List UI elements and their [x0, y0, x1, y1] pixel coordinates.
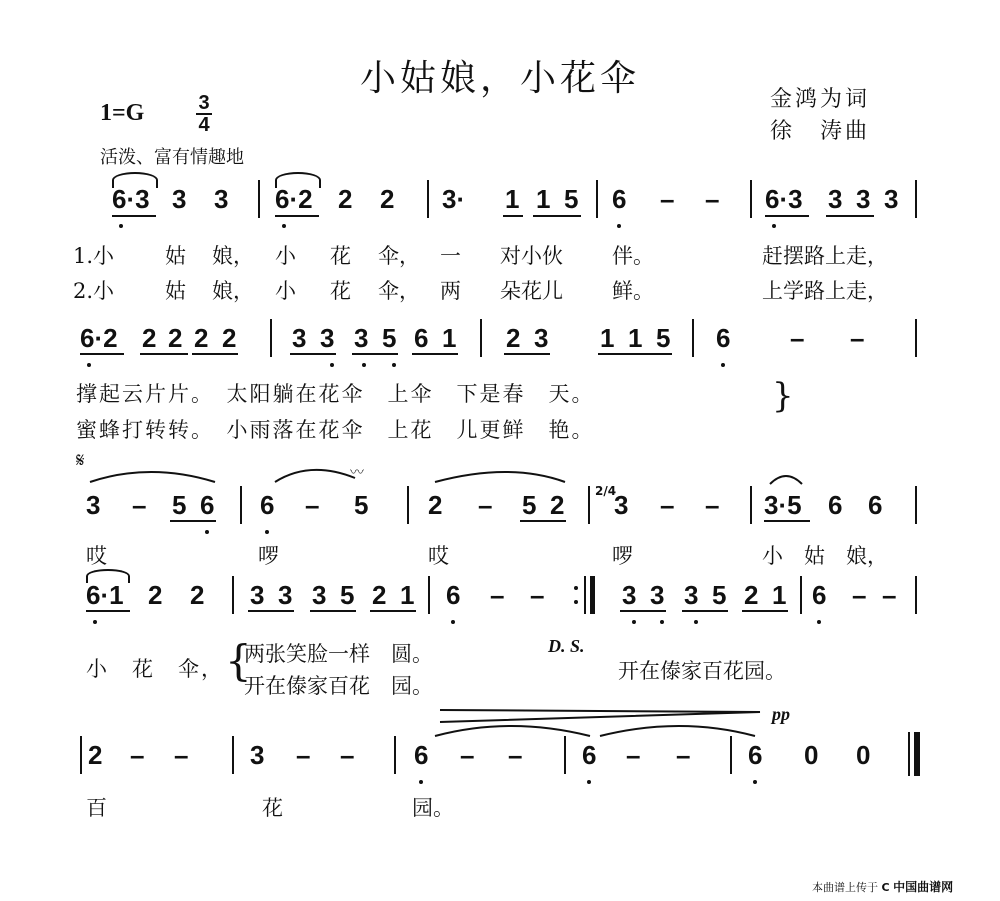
underline — [352, 353, 398, 355]
low-dot — [694, 620, 698, 624]
rest-dash: – — [705, 184, 720, 214]
underline — [412, 353, 458, 355]
barline — [232, 736, 234, 774]
underline — [140, 353, 188, 355]
low-dot — [265, 530, 269, 534]
rest-dash: – — [305, 490, 320, 520]
low-dot — [87, 363, 91, 367]
note: 1 — [505, 184, 520, 214]
barline — [588, 486, 590, 524]
underline — [682, 610, 728, 612]
rest-dash: – — [882, 580, 897, 610]
lyric: 赶摆路上走， — [762, 244, 888, 268]
note: 3 — [614, 490, 629, 520]
repeat-barline-thick — [590, 576, 595, 614]
note: 1 — [772, 580, 787, 610]
note: 5 — [172, 490, 187, 520]
note: 3·5 — [764, 490, 802, 520]
rest-dash: – — [508, 740, 523, 770]
lyric: 园。 — [412, 796, 454, 820]
note: 6·3 — [765, 184, 803, 214]
note: 3 — [622, 580, 637, 610]
repeat-dot — [574, 600, 578, 604]
rest-zero: 0 — [804, 740, 819, 770]
note: 3 — [278, 580, 293, 610]
underline — [170, 520, 216, 522]
barline — [394, 736, 396, 774]
note: 1 — [600, 323, 615, 353]
time-change-2-4: 2/4 — [595, 484, 617, 498]
note: 6 — [446, 580, 461, 610]
note: 6 — [612, 184, 627, 214]
rest-dash: – — [340, 740, 355, 770]
lyric: 小 姑 娘， — [762, 544, 888, 568]
note: 3 — [534, 323, 549, 353]
barline — [915, 576, 917, 614]
lyric: 伞， — [378, 279, 420, 303]
verse-brace-left: { — [225, 636, 252, 685]
rest-dash: – — [174, 740, 189, 770]
note: 3 — [312, 580, 327, 610]
verse-2-line-b: 蜜蜂打转转。 小雨落在花伞 上花 儿更鲜 艳。 — [76, 418, 595, 442]
note: 5 — [656, 323, 671, 353]
row-4-lyric-a: 小 花 伞， — [86, 657, 224, 681]
barline — [800, 576, 802, 614]
rest-dash: – — [626, 740, 641, 770]
lyric: 1.小 — [73, 244, 115, 268]
rest-zero: 0 — [856, 740, 871, 770]
low-dot — [419, 780, 423, 784]
note: 6 — [582, 740, 597, 770]
verse-brace: } — [772, 376, 794, 416]
lyric: 两 — [440, 279, 461, 303]
note: 6 — [260, 490, 275, 520]
note: 2 — [190, 580, 205, 610]
decrescendo-and-ties — [420, 702, 800, 742]
composer-credit: 徐 涛曲 — [770, 119, 871, 144]
rest-dash: – — [705, 490, 720, 520]
barline — [750, 486, 752, 524]
rest-dash: – — [790, 323, 805, 353]
note: 3 — [214, 184, 229, 214]
note: 5 — [354, 490, 369, 520]
underline — [290, 353, 336, 355]
underline — [598, 353, 672, 355]
lyric: 姑 — [165, 244, 186, 268]
note: 3 — [292, 323, 307, 353]
lyric: 花 — [330, 279, 351, 303]
underline — [826, 215, 874, 217]
note: 3· — [442, 184, 466, 214]
note: 5 — [712, 580, 727, 610]
underline — [370, 610, 416, 612]
rest-dash: – — [132, 490, 147, 520]
underline — [112, 215, 156, 217]
note: 6·2 — [80, 323, 118, 353]
note: 2 — [194, 323, 209, 353]
low-dot — [93, 620, 97, 624]
barline — [915, 486, 917, 524]
note: 6 — [828, 490, 843, 520]
lyric: 娘， — [212, 244, 254, 268]
low-dot — [587, 780, 591, 784]
lyric: 哎 — [86, 544, 107, 568]
lyric: 啰 — [612, 544, 633, 568]
note: 2 — [380, 184, 395, 214]
low-dot — [119, 224, 123, 228]
low-dot — [617, 224, 621, 228]
dal-segno-mark: D. S. — [548, 636, 585, 656]
barline — [480, 319, 482, 357]
underline — [192, 353, 238, 355]
note: 1 — [442, 323, 457, 353]
barline — [427, 180, 429, 218]
barline — [915, 180, 917, 218]
note: 3 — [320, 323, 335, 353]
underline — [520, 520, 566, 522]
rest-dash: – — [478, 490, 493, 520]
note: 1 — [536, 184, 551, 214]
note: 3 — [828, 184, 843, 214]
low-dot — [660, 620, 664, 624]
note: 2 — [372, 580, 387, 610]
note: 5 — [340, 580, 355, 610]
song-title: 小姑娘，小花伞 — [359, 58, 640, 99]
lyricist-credit: 金鸿为词 — [770, 87, 871, 112]
row-4-lyric-b2: 开在傣家百花 园。 — [244, 674, 433, 698]
note: 6 — [200, 490, 215, 520]
verse-1-line-b: 撑起云片片。 太阳躺在花伞 上伞 下是春 天。 — [76, 382, 595, 406]
barline — [428, 576, 430, 614]
low-dot — [451, 620, 455, 624]
trill-mark: 〰 — [350, 465, 364, 481]
lyric: 哎 — [428, 544, 449, 568]
rest-dash: – — [676, 740, 691, 770]
final-barline-thin — [908, 732, 910, 776]
note: 6·3 — [112, 184, 150, 214]
lyric: 姑 — [165, 279, 186, 303]
note: 5 — [564, 184, 579, 214]
barline — [240, 486, 242, 524]
note: 3 — [354, 323, 369, 353]
underline — [248, 610, 294, 612]
underline — [80, 353, 124, 355]
note: 6·2 — [275, 184, 313, 214]
note: 2 — [550, 490, 565, 520]
barline — [596, 180, 598, 218]
time-denominator: 4 — [198, 114, 210, 136]
note: 3 — [650, 580, 665, 610]
barline — [564, 736, 566, 774]
note: 2 — [148, 580, 163, 610]
rest-dash: – — [530, 580, 545, 610]
note: 3 — [856, 184, 871, 214]
lyric: 一 — [440, 244, 461, 268]
note: 2 — [168, 323, 183, 353]
key-signature: 1=G — [100, 100, 145, 126]
note: 3 — [884, 184, 899, 214]
underline — [765, 215, 809, 217]
barline — [258, 180, 260, 218]
note: 6 — [414, 323, 429, 353]
note: 2 — [506, 323, 521, 353]
note: 3 — [250, 580, 265, 610]
rest-dash: – — [296, 740, 311, 770]
lyric: 朵花儿 — [500, 279, 563, 303]
rest-dash: – — [130, 740, 145, 770]
repeat-barline-thin — [584, 576, 586, 614]
lyric: 花 — [262, 796, 283, 820]
low-dot — [330, 363, 334, 367]
rest-dash: – — [850, 323, 865, 353]
low-dot — [392, 363, 396, 367]
lyric: 对小伙 — [500, 244, 563, 268]
underline — [275, 215, 319, 217]
rest-dash: – — [852, 580, 867, 610]
barline — [80, 736, 82, 774]
low-dot — [817, 620, 821, 624]
underline — [503, 215, 523, 217]
note: 6 — [812, 580, 827, 610]
note: 6 — [748, 740, 763, 770]
underline — [742, 610, 788, 612]
low-dot — [753, 780, 757, 784]
note: 3 — [86, 490, 101, 520]
rest-dash: – — [460, 740, 475, 770]
rest-dash: – — [490, 580, 505, 610]
note: 6 — [414, 740, 429, 770]
underline — [86, 610, 130, 612]
lyric: 伞， — [378, 244, 420, 268]
row-4-lyric-c: 开在傣家百花园。 — [618, 659, 786, 683]
note: 5 — [382, 323, 397, 353]
barline — [750, 180, 752, 218]
site-logo-icon: C — [881, 881, 890, 894]
segno-sign: 𝄋 — [76, 448, 85, 472]
row-4-lyric-b1: 两张笑脸一样 圆。 — [244, 642, 433, 666]
tempo-marking: 活泼、富有情趣地 — [100, 147, 244, 168]
lyric: 2.小 — [73, 279, 115, 303]
note: 2 — [428, 490, 443, 520]
lyric: 啰 — [258, 544, 279, 568]
underline — [620, 610, 666, 612]
lyric: 娘， — [212, 279, 254, 303]
lyric: 鲜。 — [612, 279, 654, 303]
low-dot — [205, 530, 209, 534]
footer-site-name: 中国曲谱网 — [893, 880, 954, 894]
note: 2 — [142, 323, 157, 353]
low-dot — [772, 224, 776, 228]
final-barline-thick — [914, 732, 920, 776]
ties-row-3 — [80, 462, 920, 492]
note: 6 — [716, 323, 731, 353]
note: 5 — [522, 490, 537, 520]
lyric: 花 — [330, 244, 351, 268]
barline — [270, 319, 272, 357]
barline — [730, 736, 732, 774]
underline — [533, 215, 581, 217]
note: 1 — [400, 580, 415, 610]
note: 1 — [628, 323, 643, 353]
rest-dash: – — [660, 184, 675, 214]
low-dot — [282, 224, 286, 228]
time-signature — [196, 94, 212, 134]
lyric: 百 — [86, 796, 107, 820]
underline — [504, 353, 550, 355]
lyric: 上学路上走， — [762, 279, 888, 303]
low-dot — [632, 620, 636, 624]
note: 2 — [744, 580, 759, 610]
lyric: 小 — [275, 244, 296, 268]
barline — [407, 486, 409, 524]
low-dot — [721, 363, 725, 367]
barline — [692, 319, 694, 357]
repeat-dot — [574, 586, 578, 590]
barline — [232, 576, 234, 614]
dynamic-pp: pp — [772, 704, 790, 724]
note: 6·1 — [86, 580, 124, 610]
note: 3 — [684, 580, 699, 610]
footer-text: 本曲谱上传于 — [812, 881, 878, 894]
rest-dash: – — [660, 490, 675, 520]
footer-watermark — [812, 878, 953, 895]
note: 2 — [222, 323, 237, 353]
note: 2 — [338, 184, 353, 214]
note: 3 — [250, 740, 265, 770]
lyric: 伴。 — [612, 244, 654, 268]
note: 3 — [172, 184, 187, 214]
note: 2 — [88, 740, 103, 770]
underline — [764, 520, 810, 522]
low-dot — [362, 363, 366, 367]
barline — [915, 319, 917, 357]
underline — [310, 610, 356, 612]
lyric: 小 — [275, 279, 296, 303]
time-numerator: 3 — [198, 92, 210, 114]
note: 6 — [868, 490, 883, 520]
